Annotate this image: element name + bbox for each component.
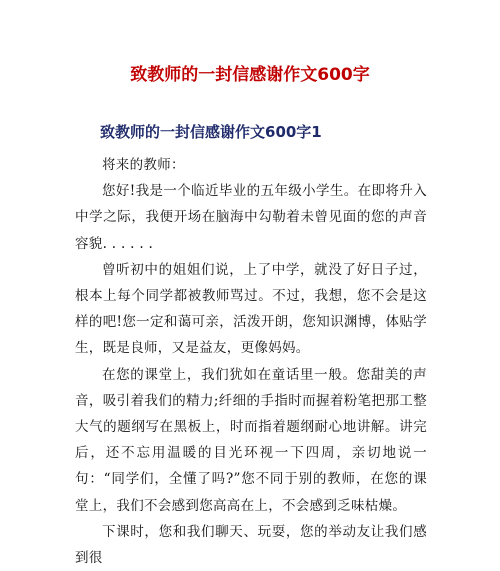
paragraph: 在您的课堂上，我们犹如在童话里一般。您甜美的声音，吸引着我们的精力;纤细的手指时而握着粉笔把那工整大气的题纲写在黑板上，时而指着题纲耐心地讲解。讲完后，还不忘用温暖的目光环视一下四周，亲切地说一句：“同学们，全懂了吗?”您不同于别的教师，在您的课堂上，我们不会感到您高高在上，不会感到乏味枯燥。 — [75, 366, 427, 514]
paragraph: 曾听初中的姐姐们说，上了中学，就没了好日子过，根本上每个同学都被教师骂过。不过，我想，您不会是这样的吧!您一定和蔼可亲，活泼开朗，您知识渊博，体贴学生，既是良师，又是益友，更像妈妈。 — [75, 261, 427, 357]
paragraph-salutation: 将来的教师： — [102, 157, 185, 173]
main-title: 致教师的一封信感谢作文600字 — [130, 65, 370, 85]
body-text — [75, 152, 427, 571]
section-title: 致教师的一封信感谢作文600字1 — [100, 123, 322, 141]
paragraph: 您好!我是一个临近毕业的五年级小学生。在即将升入中学之际，我便开场在脑海中勾勒着未曾见面的您的声音容貌. . . . . . — [75, 183, 427, 252]
paragraph: 下课时，您和我们聊天、玩耍，您的举动友让我们感到很 — [75, 523, 427, 567]
